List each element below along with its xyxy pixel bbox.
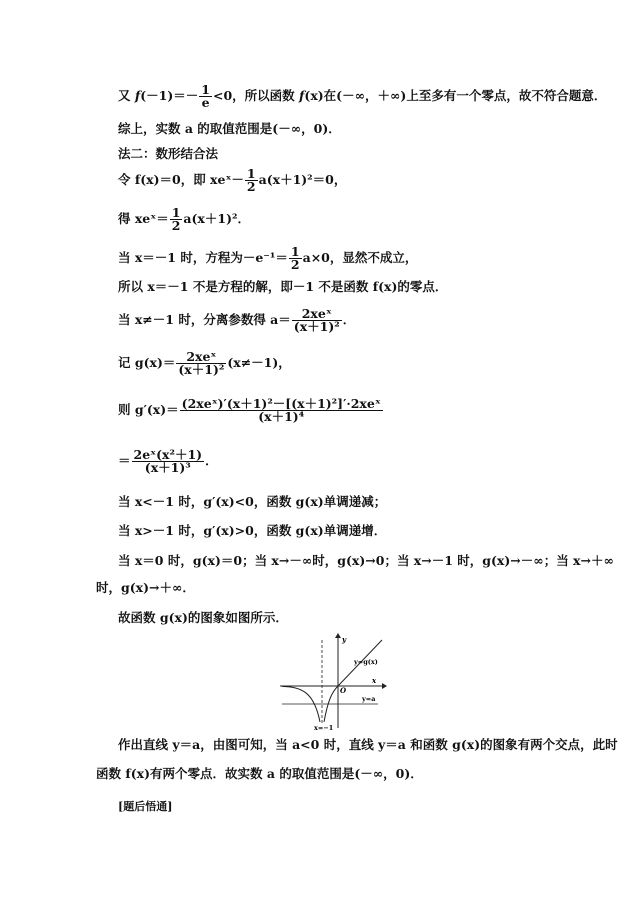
- line-10: 则 g′(x)＝ $\frac{\text{(2xeˣ)′(x＋1)²－[(x＋1)²]′·2xeˣ}}{\text{(x＋1)⁴}}$: [118, 396, 381, 424]
- y-axis-arrow: [335, 633, 341, 638]
- x-axis-label: x: [372, 676, 377, 685]
- fraction-1-over-e: $\frac{1}{e}$: [201, 82, 210, 110]
- fraction-g-definition: $\frac{\text{2xeˣ}}{\text{(x＋1)²}}$: [178, 349, 225, 377]
- curve-label: y=g(x): [354, 658, 378, 666]
- origin-label: O: [340, 686, 347, 695]
- fraction-a-expression: $\frac{\text{2xeˣ}}{\text{(x＋1)²}}$: [293, 306, 340, 334]
- function-graph: [278, 630, 388, 730]
- line-a-label: y=a: [362, 695, 376, 703]
- line-15: 时，g(x)→＋∞．: [96, 580, 195, 595]
- line-7: 所以 x＝－1 不是方程的解，即－1 不是函数 f(x)的零点．: [118, 279, 448, 294]
- line-14: 当 x＝0 时，g(x)＝0；当 x→－∞时，g(x)→0；当 x→－1 时，g(x)→－∞；当 x→＋∞: [118, 553, 614, 568]
- y-axis-label: y: [342, 635, 347, 644]
- line-11: ＝ $\frac{\text{2eˣ(x²＋1)}}{\text{(x＋1)³}}$ ．: [118, 447, 218, 475]
- fraction-derivative-simplified: $\frac{\text{2eˣ(x²＋1)}}{\text{(x＋1)³}}$: [133, 447, 203, 475]
- line-1: 又 f(－1)＝－ $\frac{1}{e}$ <0，所以函数 f(x)在(－∞，＋∞)上至多有一个零点，故不符合题意．: [118, 82, 607, 110]
- line-8: 当 x≠－1 时，分离参数得 a＝ $\frac{\text{2xeˣ}}{\text{(x＋1)²}}$ ．: [118, 306, 356, 334]
- line-3-method-two-heading: 法二：数形结合法: [118, 146, 219, 161]
- line-12: 当 x<－1 时，g′(x)<0，函数 g(x)单调递减；: [118, 494, 387, 509]
- line-16: 故函数 g(x)的图象如图所示．: [118, 610, 288, 625]
- x-axis-arrow: [382, 683, 387, 689]
- line-17: 作出直线 y＝a，由图可知，当 a<0 时，直线 y＝a 和函数 g(x)的图象有两个交点，此时: [118, 737, 618, 752]
- line-6: 当 x＝－1 时，方程为－e⁻¹＝ $\frac{1}{2}$ a×0，显然不成立，: [118, 244, 418, 272]
- fraction-half: $\frac{1}{2}$: [171, 205, 181, 233]
- line-9: 记 g(x)＝ $\frac{\text{2xeˣ}}{\text{(x＋1)²}}$ (x≠－1)，: [118, 349, 291, 377]
- line-13: 当 x>－1 时，g′(x)>0，函数 g(x)单调递增．: [118, 523, 387, 538]
- line-2: 综上，实数 a 的取值范围是(－∞，0)．: [118, 121, 341, 136]
- line-18: 函数 f(x)有两个零点．故实数 a 的取值范围是(－∞，0)．: [96, 766, 423, 781]
- line-5: 得 xeˣ＝ $\frac{1}{2}$ a(x＋1)²．: [118, 205, 250, 233]
- fraction-half: $\frac{1}{2}$: [290, 244, 300, 272]
- asymptote-label: x=−1: [314, 724, 334, 730]
- section-heading-reflection: [题后悟通]: [118, 800, 173, 813]
- line-4: 令 f(x)＝0，即 xeˣ－ $\frac{1}{2}$ a(x＋1)²＝0，: [118, 166, 347, 194]
- fraction-half: $\frac{1}{2}$: [246, 166, 256, 194]
- fraction-derivative: $\frac{\text{(2xeˣ)′(x＋1)²－[(x＋1)²]′·2xeˣ}}{\text{(x＋1)⁴}}$: [181, 396, 381, 424]
